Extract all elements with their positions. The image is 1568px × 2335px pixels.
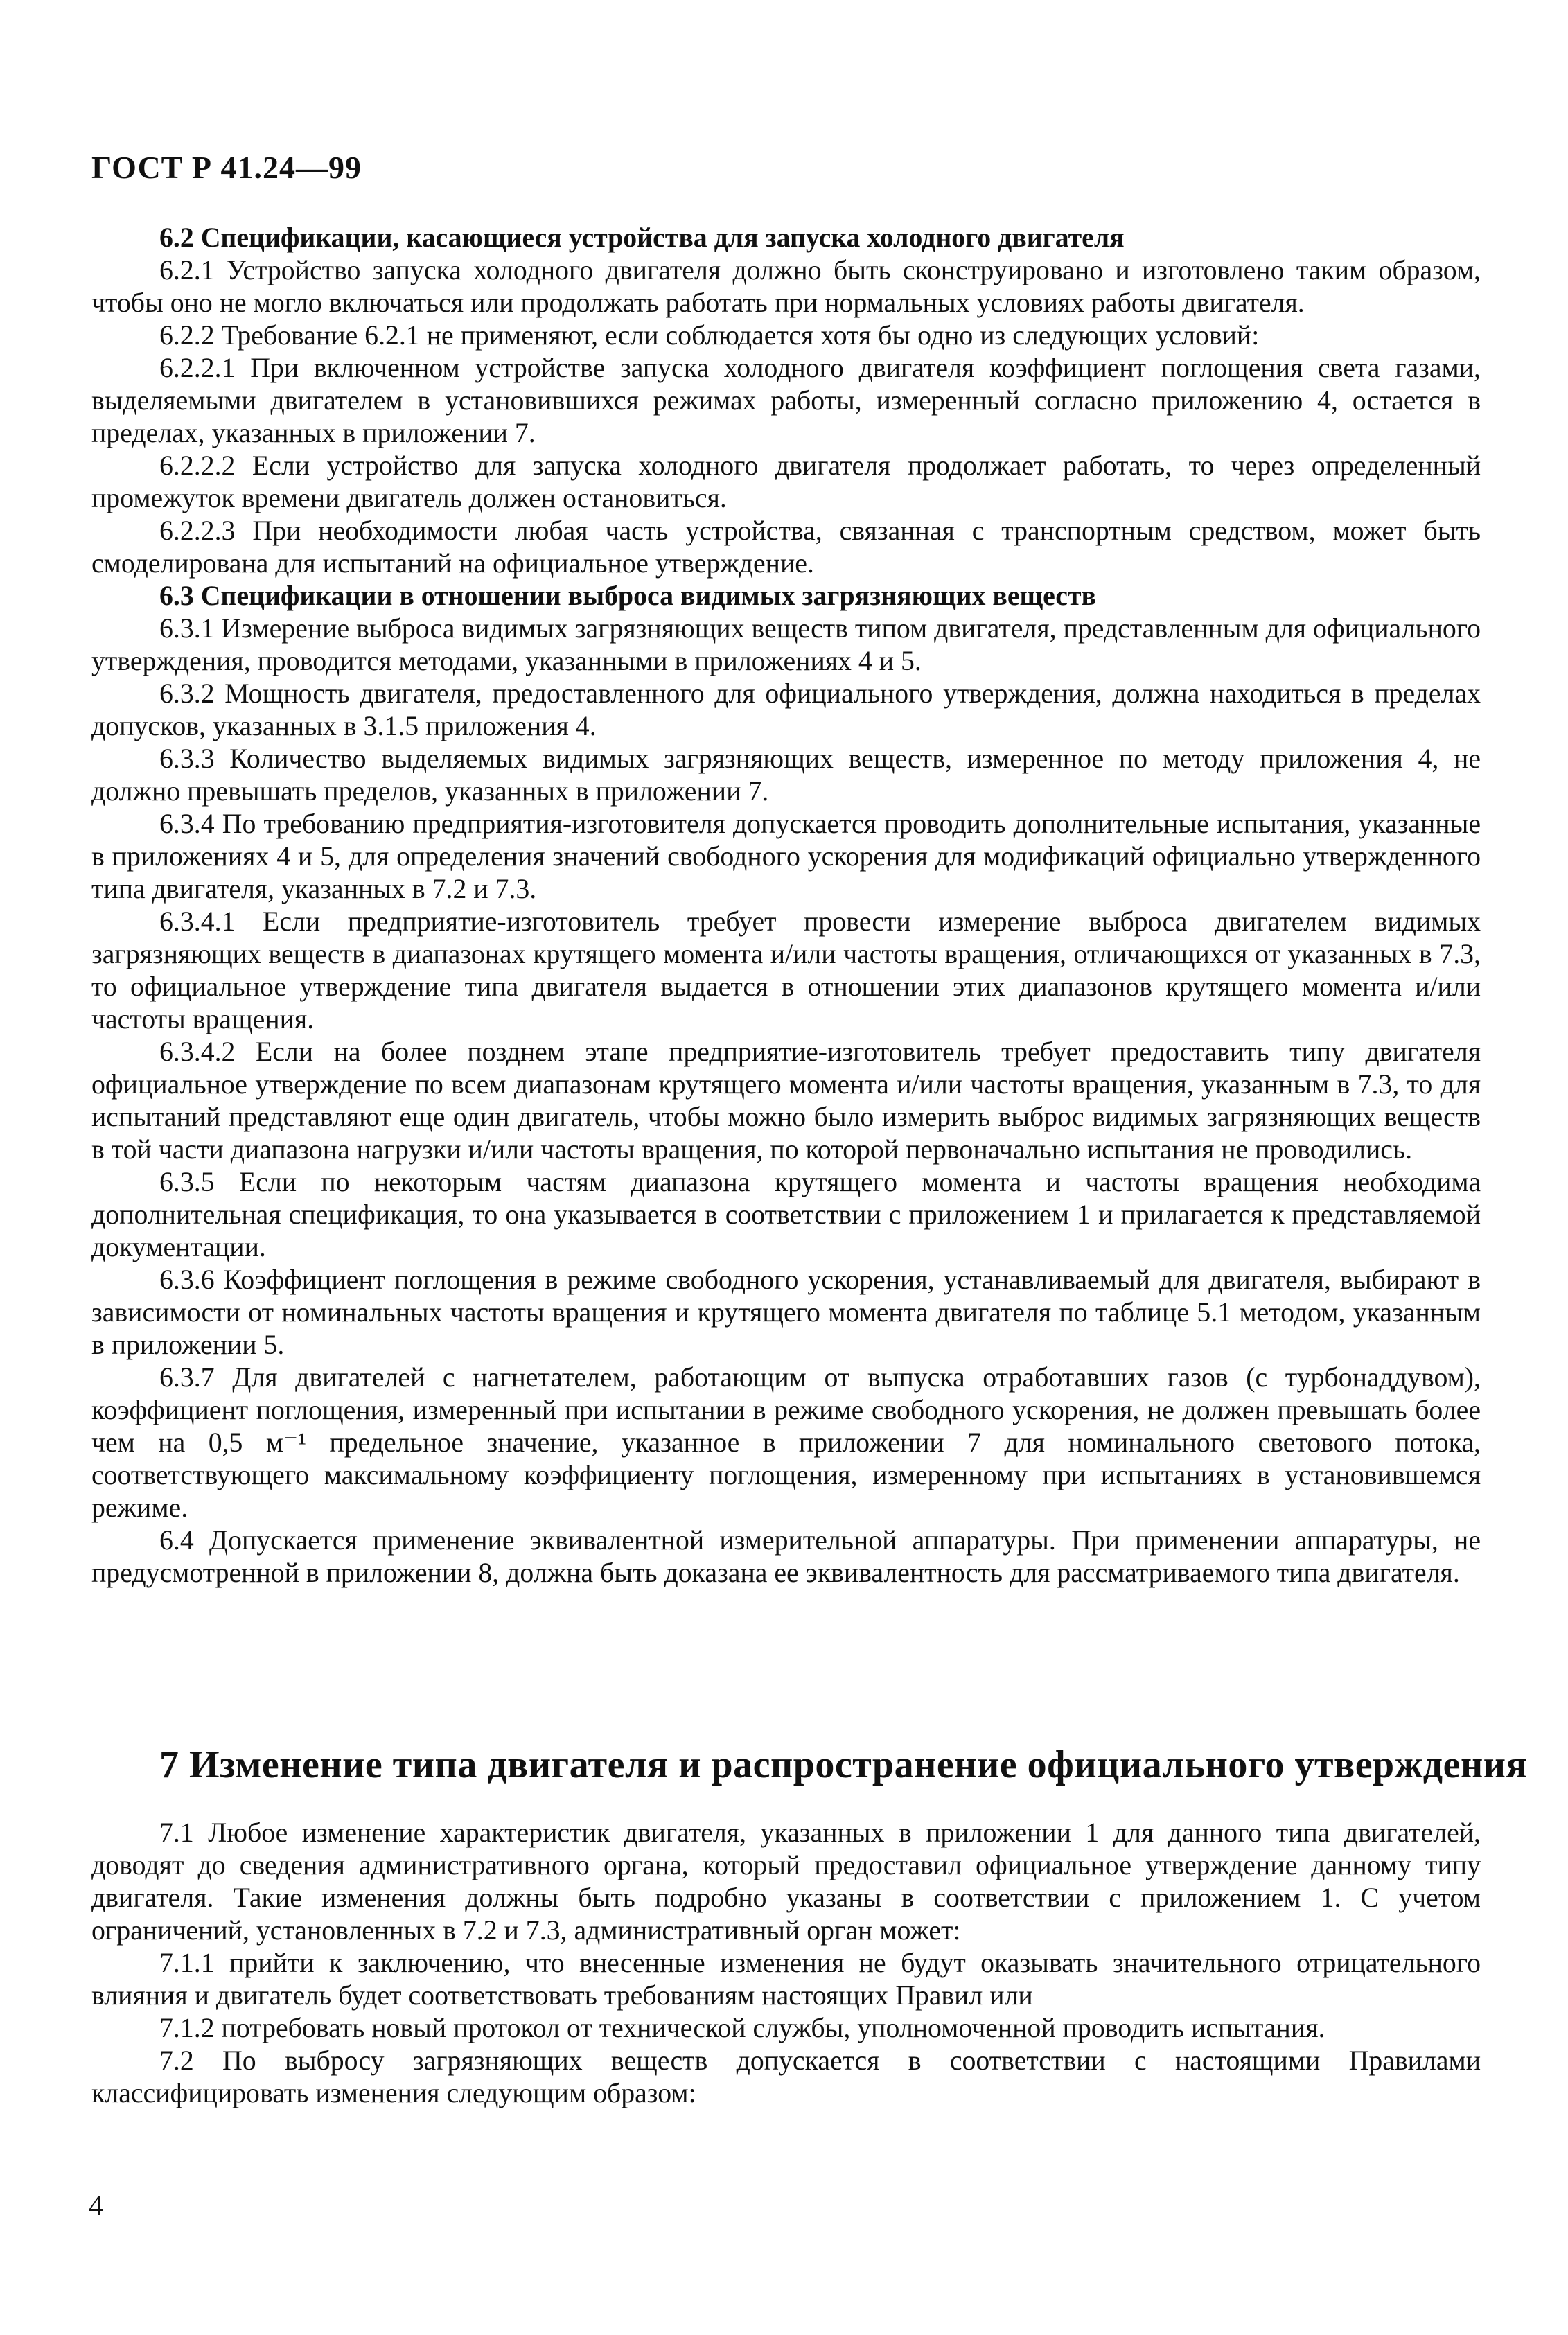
paragraph-6-3-7: 6.3.7 Для двигателей с нагнетателем, работающим от выпуска отработавших газов (с турбонаддувом), коэффициент поглощения, измеренный при испытании в режиме свободного ускорения, не должен превышать более чем на 0,5 м⁻¹ предельное значение, указанное в приложении 7 для номинального светового потока, соответствующего максимальному коэффициенту поглощения, измеренному при испытаниях в установившемся режиме. (91, 1362, 1481, 1523)
paragraph-7-1: 7.1 Любое изменение характеристик двигателя, указанных в приложении 1 для данного типа двигателей, доводят до сведения административного органа, который предоставил официальное утверждение данному типу двигателя. Такие изменения должны быть подробно указаны в соответствии с приложением 1. С учетом ограничений, установленных в 7.2 и 7.3, административный орган может: (91, 1817, 1481, 1946)
paragraph-6-3-6: 6.3.6 Коэффициент поглощения в режиме свободного ускорения, устанавливаемый для двигателя, выбирают в зависимости от номинальных частоты вращения и крутящего момента двигателя по таблице 5.1 методом, указанным в приложении 5. (91, 1265, 1481, 1360)
paragraph-6-2-2-2: 6.2.2.2 Если устройство для запуска холодного двигателя продолжает работать, то через определенный промежуток времени двигатель должен остановиться. (91, 450, 1481, 513)
document-header: ГОСТ Р 41.24—99 (91, 150, 362, 185)
paragraph-6-3-4-2: 6.3.4.2 Если на более позднем этапе предприятие-изготовитель требует предоставить типу двигателя официальное утверждение по всем диапазонам крутящего момента и/или частоты вращения, указанным в 7.3, то для испытаний представляют еще один двигатель, чтобы можно было измерить выброс видимых загрязняющих веществ в той части диапазона нагрузки и/или частоты вращения, по которой первоначально испытания не проводились. (91, 1037, 1481, 1165)
paragraph-7-2: 7.2 По выбросу загрязняющих веществ допускается в соответствии с настоящими Правилами классифицировать изменения следующим образом: (91, 2045, 1481, 2108)
page-number: 4 (89, 2190, 103, 2222)
paragraph-6-4: 6.4 Допускается применение эквивалентной измерительной аппаратуры. При применении аппаратуры, не предусмотренной в приложении 8, должна быть доказана ее эквивалентность для рассматриваемого типа двигателя. (91, 1525, 1481, 1588)
paragraph-7-1-2: 7.1.2 потребовать новый протокол от технической службы, уполномоченной проводить испытания. (159, 2013, 1325, 2043)
paragraph-6-3-4-1: 6.3.4.1 Если предприятие-изготовитель требует провести измерение выброса двигателем видимых загрязняющих веществ в диапазонах крутящего момента и/или частоты вращения, отличающихся от указанных в 7.3, то официальное утверждение типа двигателя выдается в отношении этих диапазонов крутящего момента и/или частоты вращения. (91, 906, 1481, 1034)
paragraph-6-3-5: 6.3.5 Если по некоторым частям диапазона крутящего момента и частоты вращения необходима дополнительная спецификация, то она указывается в соответствии с приложением 1 и прилагается к представляемой документации. (91, 1167, 1481, 1262)
paragraph-6-3-4: 6.3.4 По требованию предприятия-изготовителя допускается проводить дополнительные испытания, указанные в приложениях 4 и 5, для определения значений свободного ускорения для модификаций официально утвержденного типа двигателя, указанных в 7.2 и 7.3. (91, 809, 1481, 904)
section-title-7: 7 Изменение типа двигателя и распространение официального утверждения (159, 1743, 1528, 1786)
paragraph-6-2-2: 6.2.2 Требование 6.2.1 не применяют, если соблюдается хотя бы одно из следующих условий: (159, 320, 1260, 351)
body-text (91, 222, 1481, 1589)
paragraph-6-3-2: 6.3.2 Мощность двигателя, предоставленного для официального утверждения, должна находиться в пределах допусков, указанных в 3.1.5 приложения 4. (91, 678, 1481, 741)
subsection-heading-6-2: 6.2 Спецификации, касающиеся устройства для запуска холодного двигателя (159, 222, 1125, 253)
paragraph-6-2-2-1: 6.2.2.1 При включенном устройстве запуска холодного двигателя коэффициент поглощения света газами, выделяемыми двигателем в установившихся режимах работы, измеренный согласно приложению 4, остается в пределах, указанных в приложении 7. (91, 353, 1481, 448)
section-7-text (91, 1817, 1481, 2110)
paragraph-7-1-1: 7.1.1 прийти к заключению, что внесенные изменения не будут оказывать значительного отрицательного влияния и двигатель будет соответствовать требованиям настоящих Правил или (91, 1948, 1481, 2011)
paragraph-6-3-1: 6.3.1 Измерение выброса видимых загрязняющих веществ типом двигателя, представленным для официального утверждения, проводится методами, указанными в приложениях 4 и 5. (91, 613, 1481, 676)
subsection-heading-6-3: 6.3 Спецификации в отношении выброса видимых загрязняющих веществ (159, 581, 1096, 611)
paragraph-6-2-1: 6.2.1 Устройство запуска холодного двигателя должно быть сконструировано и изготовлено таким образом, чтобы оно не могло включаться или продолжать работать при нормальных условиях работы двигателя. (91, 255, 1481, 318)
paragraph-6-2-2-3: 6.2.2.3 При необходимости любая часть устройства, связанная с транспортным средством, может быть смоделирована для испытаний на официальное утверждение. (91, 516, 1481, 579)
paragraph-6-3-3: 6.3.3 Количество выделяемых видимых загрязняющих веществ, измеренное по методу приложения 4, не должно превышать пределов, указанных в приложении 7. (91, 743, 1481, 807)
